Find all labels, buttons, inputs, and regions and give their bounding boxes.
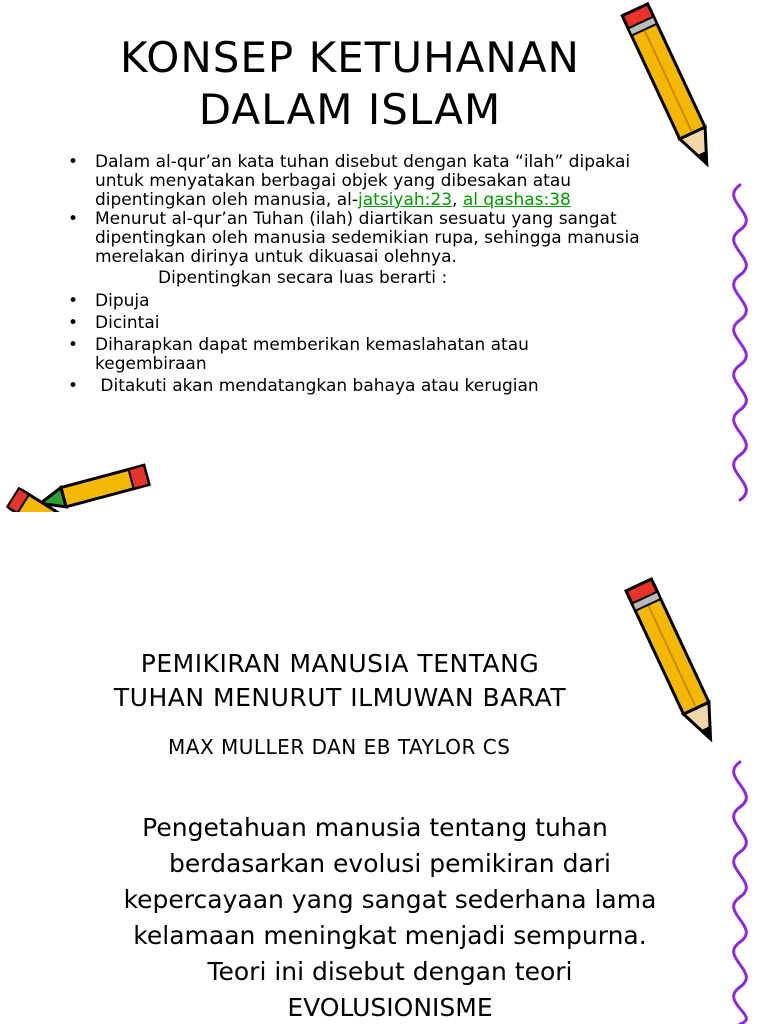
- item-dipuja: • Dipuja: [68, 292, 708, 311]
- item-ditakuti: • Ditakuti akan mendatangkan bahaya atau kerugian: [68, 377, 708, 396]
- slide-2-body-line-3: kepercayaan yang sangat sederhana lama: [123, 885, 657, 914]
- slide-1-title: [60, 32, 640, 136]
- crossed-pencils-icon: [0, 458, 160, 512]
- pencil-squiggle-art-2-icon: [612, 512, 768, 1024]
- slide-1-title-line-2: DALAM ISLAM: [198, 85, 502, 134]
- pencil-squiggle-art-icon: [612, 0, 768, 512]
- bullet-2-line-1: • Menurut al-qur’an Tuhan (ilah) diartikan sesuatu yang sangat: [95, 209, 617, 229]
- slide-2-body-line-6: EVOLUSIONISME: [287, 993, 493, 1022]
- slide-2: [0, 512, 768, 1024]
- slide-2-body-line-2: berdasarkan evolusi pemikiran dari: [168, 849, 611, 878]
- slide-2-body-line-4: kelamaan meningkat menjadi sempurna.: [133, 921, 647, 950]
- bullet-2-line-3: merelakan dirinya untuk dikuasai olehnya.: [95, 247, 457, 267]
- item-diharapkan-line-2: kegembiraan: [95, 354, 207, 374]
- squiggle-line-icon: [734, 185, 747, 500]
- bullet-1-line-3-text: dipentingkan oleh manusia, al-: [95, 190, 359, 210]
- bullet-1-line-2: untuk menyatakan berbagai objek yang dibesakan atau: [95, 171, 572, 191]
- pencil-icon: [622, 4, 719, 170]
- slide-2-body-line-1: Pengetahuan manusia tentang tuhan: [142, 813, 608, 842]
- slide-2-subtitle: MAX MULLER DAN EB TAYLOR CS: [168, 735, 511, 759]
- link-al-qashas-38[interactable]: al qashas:38: [462, 190, 571, 210]
- pencil-2-icon: [626, 579, 723, 745]
- slide-2-title-line-1: PEMIKIRAN MANUSIA TENTANG: [140, 649, 540, 678]
- item-diharapkan-line-1: • Diharapkan dapat memberikan kemaslahatan atau: [95, 335, 529, 355]
- subheading-dipentingkan: Dipentingkan secara luas berarti :: [158, 268, 448, 288]
- link-separator: ,: [452, 190, 463, 210]
- bullet-2-line-2: dipentingkan oleh manusia sedemikian rupa, sehingga manusia: [95, 228, 640, 248]
- squiggle-line-2-icon: [734, 762, 747, 1024]
- slide-2-body-line-5: Teori ini disebut dengan teori: [207, 957, 573, 986]
- link-jatsiyah-23[interactable]: jatsiyah:23: [358, 190, 453, 210]
- slide-2-title: [40, 647, 640, 715]
- slide-2-title-line-2: TUHAN MENURUT ILMUWAN BARAT: [113, 683, 567, 712]
- crayon-icon: [38, 465, 149, 512]
- bullet-1-line-1: • Dalam al-qur’an kata tuhan disebut dengan kata “ilah” dipakai: [95, 152, 631, 172]
- item-dicintai: • Dicintai: [68, 314, 708, 333]
- slide-1-title-line-1: KONSEP KETUHANAN: [120, 33, 580, 82]
